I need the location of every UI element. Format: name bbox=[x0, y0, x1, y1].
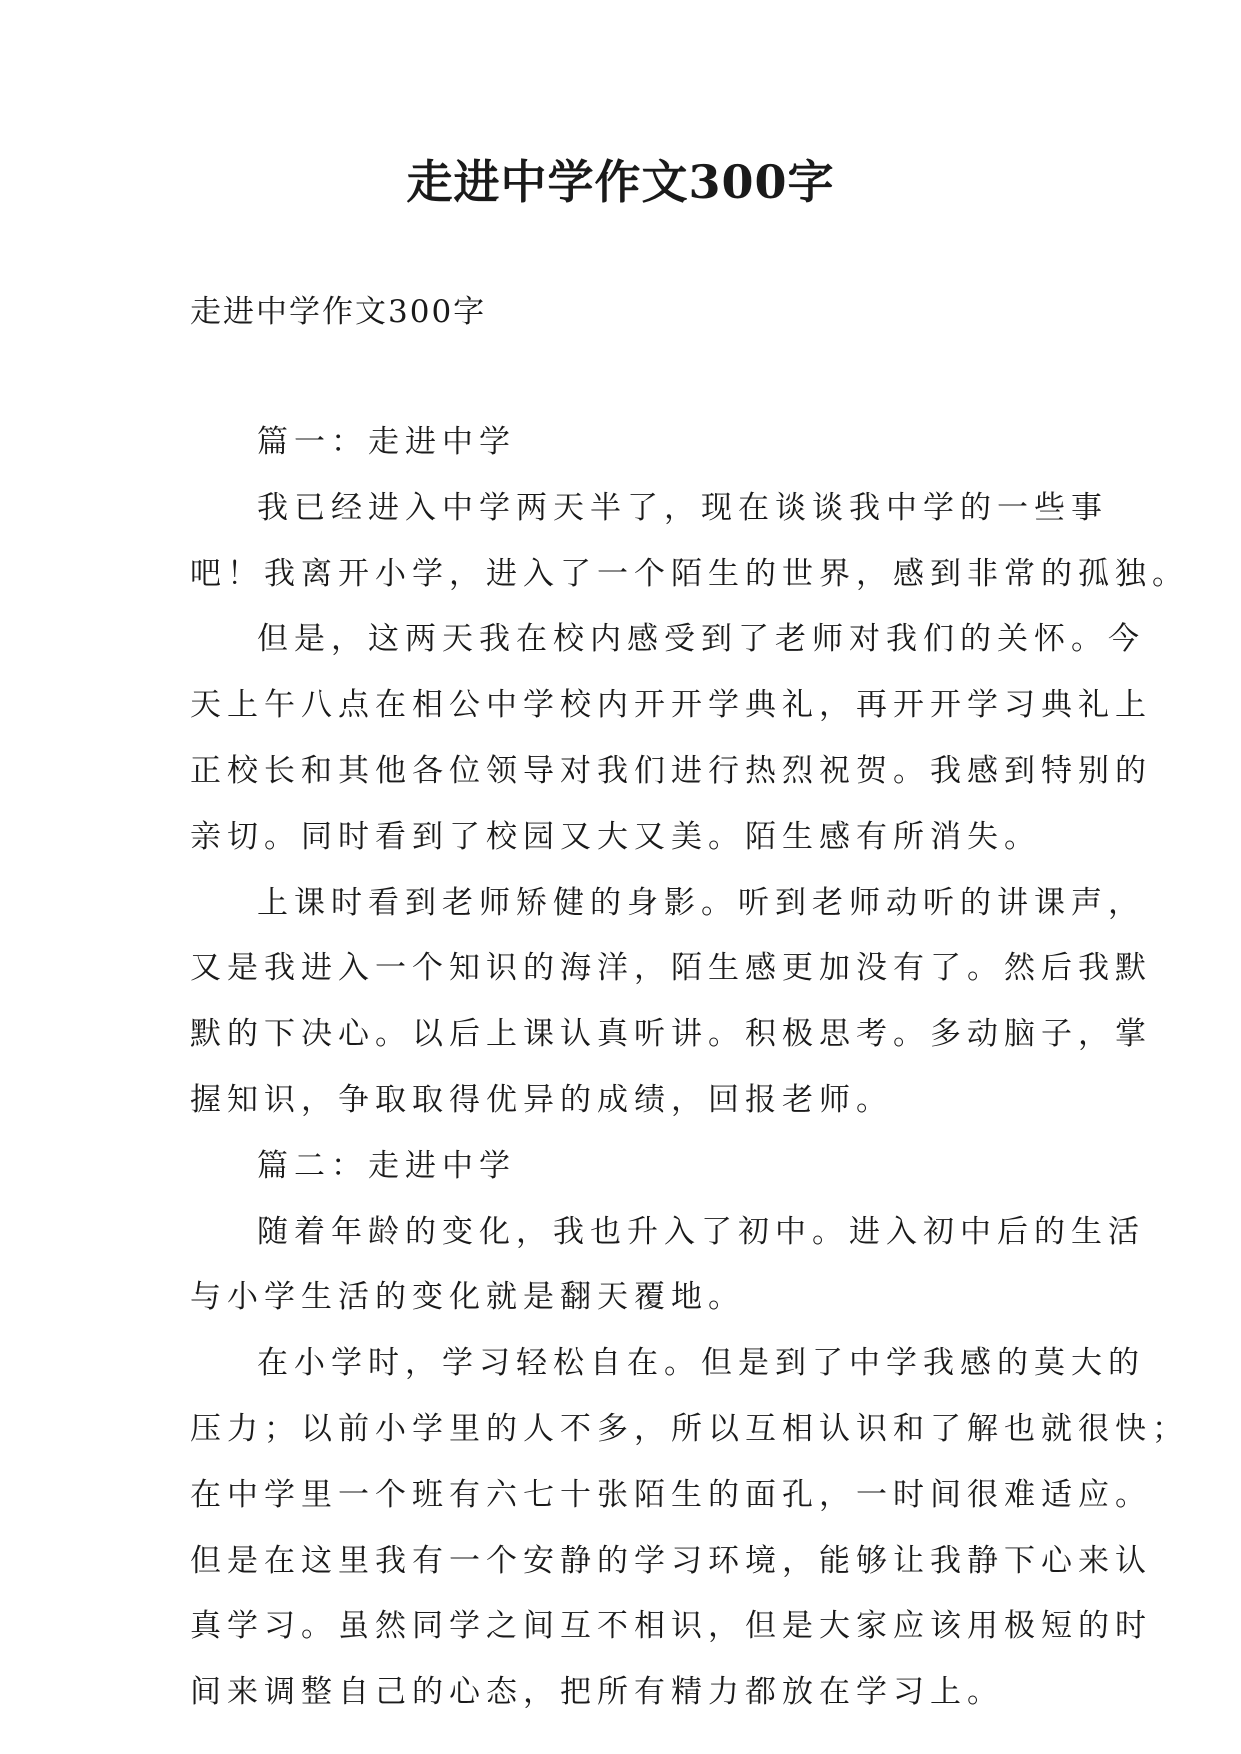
text-line: 压力；以前小学里的人不多，所以互相认识和了解也就很快； bbox=[190, 1410, 1189, 1447]
text-line: 在小学时，学习轻松自在。但是到了中学我感的莫大的 bbox=[257, 1345, 1145, 1382]
document-subtitle: 走进中学作文300字 bbox=[190, 294, 487, 330]
text-line: 亲切。同时看到了校园又大又美。陌生感有所消失。 bbox=[190, 818, 1041, 855]
text-line: 随着年龄的变化，我也升入了初中。进入初中后的生活 bbox=[257, 1213, 1145, 1250]
text-line: 真学习。虽然同学之间互不相识，但是大家应该用极短的时 bbox=[190, 1608, 1152, 1645]
text-line: 又是我进入一个知识的海洋，陌生感更加没有了。然后我默 bbox=[190, 950, 1152, 987]
text-line: 握知识，争取取得优异的成绩，回报老师。 bbox=[190, 1081, 893, 1118]
text-line: 但是在这里我有一个安静的学习环境，能够让我静下心来认 bbox=[190, 1542, 1152, 1579]
text-line: 在中学里一个班有六七十张陌生的面孔，一时间很难适应。 bbox=[190, 1476, 1152, 1513]
document-title: 走进中学作文300字 bbox=[406, 155, 835, 209]
text-line: 吧！我离开小学，进入了一个陌生的世界，感到非常的孤独。 bbox=[190, 555, 1189, 592]
text-line: 我已经进入中学两天半了，现在谈谈我中学的一些事 bbox=[257, 489, 1108, 526]
text-line: 默的下决心。以后上课认真听讲。积极思考。多动脑子，掌 bbox=[190, 1016, 1152, 1053]
text-line: 上课时看到老师矫健的身影。听到老师动听的讲课声， bbox=[257, 884, 1145, 921]
text-line: 但是，这两天我在校内感受到了老师对我们的关怀。今 bbox=[257, 621, 1145, 658]
text-line: 与小学生活的变化就是翻天覆地。 bbox=[190, 1279, 745, 1316]
text-line: 天上午八点在相公中学校内开开学典礼，再开开学习典礼上 bbox=[190, 687, 1152, 724]
text-line: 篇一：走进中学 bbox=[257, 424, 516, 460]
document-body bbox=[190, 410, 1189, 1726]
text-line: 篇二：走进中学 bbox=[257, 1147, 516, 1184]
text-line: 间来调整自己的心态，把所有精力都放在学习上。 bbox=[190, 1674, 1004, 1711]
text-line: 正校长和其他各位领导对我们进行热烈祝贺。我感到特别的 bbox=[190, 752, 1152, 789]
